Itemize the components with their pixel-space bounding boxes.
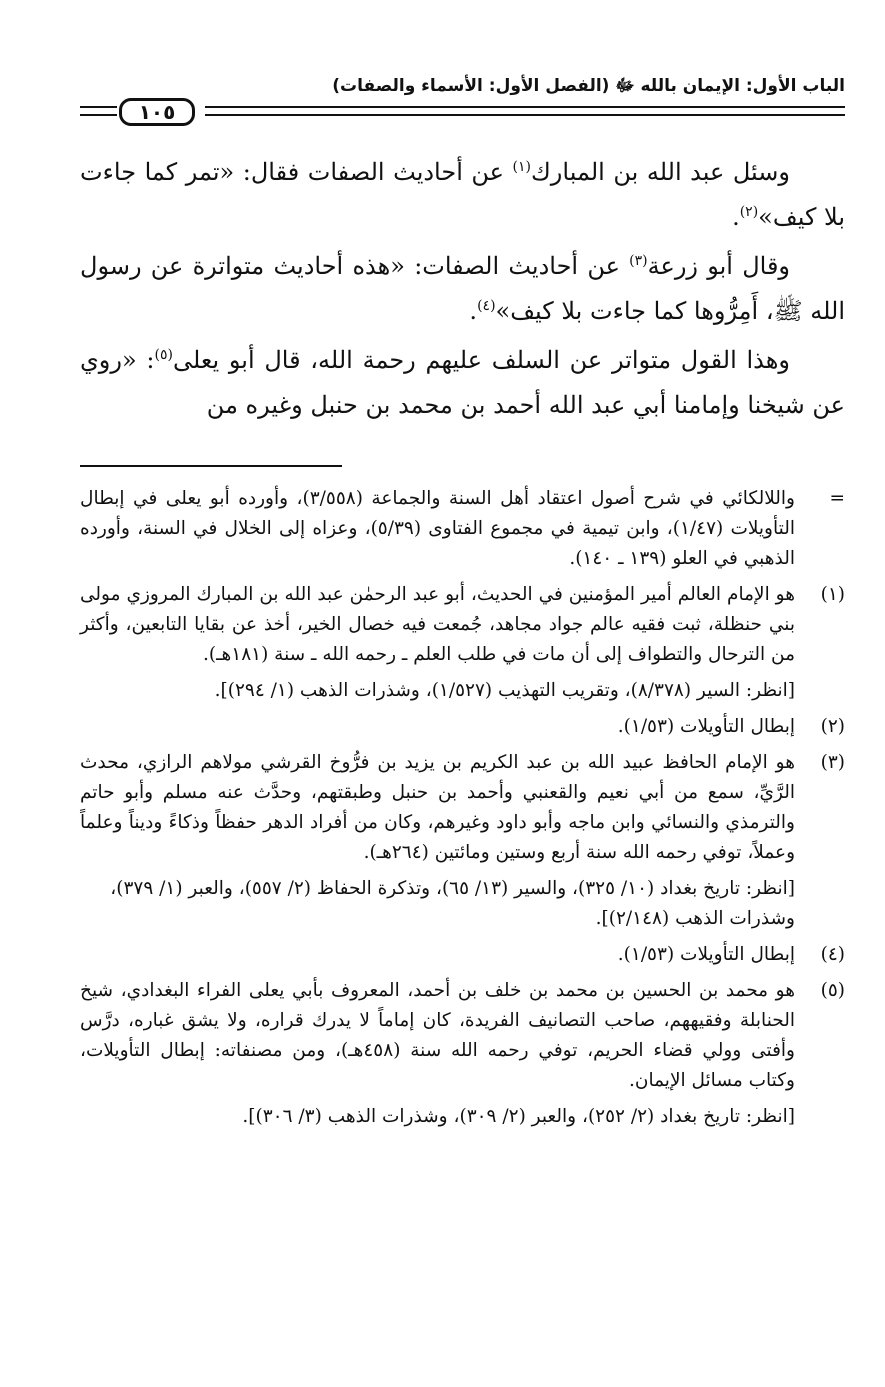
- footnote-text: إبطال التأويلات (١/٥٣).: [617, 716, 795, 737]
- footnote-2: [80, 712, 845, 742]
- paragraph-text: .: [469, 297, 478, 325]
- running-header-title: الباب الأول: الإيمان بالله ﷻ (الفصل الأول: الأسماء والصفات): [332, 76, 845, 96]
- footnote-5-references: [انظر: تاريخ بغداد (٢/ ٢٥٢)، والعبر (٢/ ٣٠٩)، وشذرات الذهب (٣/ ٣٠٦)].: [242, 1106, 795, 1127]
- paragraph-text: .: [732, 203, 740, 231]
- footnote-text: هو الإمام الحافظ عبيد الله بن عبد الكريم بن يزيد بن فرُّوخ القرشي مولاهم الرازي، محدث الرَّيِّ، سمع من أبي نعيم والقعنبي وأحمد بن حنبل وطبقتهم، وحدَّث عنه مسلم وأبو حاتم والترمذي والنسائي وابن ماجه وأبو داود وغيرهم، وكان من أفراد الدهر حفظاً وذكاءً وديناً وعلماً وعملاً، توفي رحمه الله سنة أربع وستين ومائتين (٢٦٤هـ).: [80, 752, 795, 863]
- footnote-text: واللالكائي في شرح أصول اعتقاد أهل السنة والجماعة (٣/٥٥٨)، وأورده أبو يعلى في إبطال التأويلات (١/٤٧)، وابن تيمية في مجموع الفتاوى (٥/٣٩)، وعزاه إلى الخلال في السنة، وأورده الذهبي في العلو (١٣٩ ـ ١٤٠).: [80, 488, 795, 569]
- footnote-5: [80, 976, 845, 1096]
- header-rule-left-lower: [80, 114, 117, 116]
- paragraph-text: عن أحاديث الصفات: «هذه أحاديث متواترة عن رسول الله ﷺ، أَمِرُّوها كما جاءت بلا كيف»: [80, 252, 845, 325]
- footnote-marker: (٢): [820, 716, 845, 737]
- main-text: [80, 150, 845, 432]
- header-rule-lower: [205, 114, 845, 116]
- footnote-marker: (٤): [820, 944, 845, 965]
- footnote-text: هو الإمام العالم أمير المؤمنين في الحديث، أبو عبد الرحمٰن عبد الله بن المبارك المروزي مولى بني حنظلة، ثبت فقيه عالم جواد مجاهد، جُمعت فيه خصال الخير، أخذ عن بقايا التابعين، وأكثر من الترحال والتطواف إلى أن مات في طلب العلم ـ رحمه الله ـ سنة (١٨١هـ).: [80, 584, 795, 665]
- footnote-continuation: [80, 484, 845, 574]
- footnote-3-references: [انظر: تاريخ بغداد (١٠/ ٣٢٥)، والسير (١٣/ ٦٥)، وتذكرة الحفاظ (٢/ ٥٥٧)، والعبر (١/ ٣٧٩)، وشذرات الذهب (٢/١٤٨)].: [110, 878, 795, 929]
- paragraph-1: [80, 150, 845, 240]
- footnote-reference: (٢): [739, 204, 759, 220]
- paragraph-2: [80, 244, 845, 334]
- footnote-reference: (١): [512, 159, 532, 175]
- paragraph-3: [80, 338, 845, 428]
- footnote-separator: [80, 465, 342, 467]
- footnote-reference: (٤): [477, 298, 496, 314]
- paragraph-text: وهذا القول متواتر عن السلف عليهم رحمة الله، قال أبو يعلى: [172, 346, 790, 374]
- page-number: ١٠٥: [119, 98, 195, 126]
- header-rule-upper: [205, 106, 845, 108]
- footnote-3: [80, 748, 845, 868]
- footnote-reference: (٣): [629, 253, 648, 269]
- footnote-1-references: [انظر: السير (٨/٣٧٨)، وتقريب التهذيب (١/٥٢٧)، وشذرات الذهب (١/ ٢٩٤)].: [214, 680, 795, 701]
- paragraph-text: : «روي عن شيخنا وإمامنا أبي عبد الله أحمد بن محمد بن حنبل وغيره من: [80, 346, 845, 419]
- paragraph-text: وقال أبو زرعة: [647, 252, 791, 280]
- footnote-marker: =: [829, 488, 845, 509]
- footnote-marker: (١): [820, 584, 845, 605]
- footnote-marker: (٣): [820, 752, 845, 773]
- paragraph-text: عن أحاديث الصفات فقال: «تمر كما جاءت بلا كيف»: [80, 158, 845, 231]
- footnotes-section: [80, 484, 845, 1138]
- footnote-4: [80, 940, 845, 970]
- footnote-reference: (٥): [154, 347, 173, 363]
- footnote-1: [80, 580, 845, 670]
- footnote-marker: (٥): [820, 980, 845, 1001]
- footnote-text: إبطال التأويلات (١/٥٣).: [617, 944, 795, 965]
- paragraph-text: وسئل عبد الله بن المبارك: [531, 158, 790, 186]
- footnote-text: هو محمد بن الحسين بن محمد بن خلف بن أحمد، المعروف بأبي يعلى الفراء البغدادي، شيخ الحنابلة وفقيههم، صاحب التصانيف الفريدة، كان إماماً لا يدرك قراره، ولا يشق غباره، درَّس وأفتى وولي قضاء الحريم، توفي رحمه الله سنة (٤٥٨هـ)، ومن مصنفاته: إبطال التأويلات، وكتاب مسائل الإيمان.: [80, 980, 795, 1091]
- header-rule-left-upper: [80, 106, 117, 108]
